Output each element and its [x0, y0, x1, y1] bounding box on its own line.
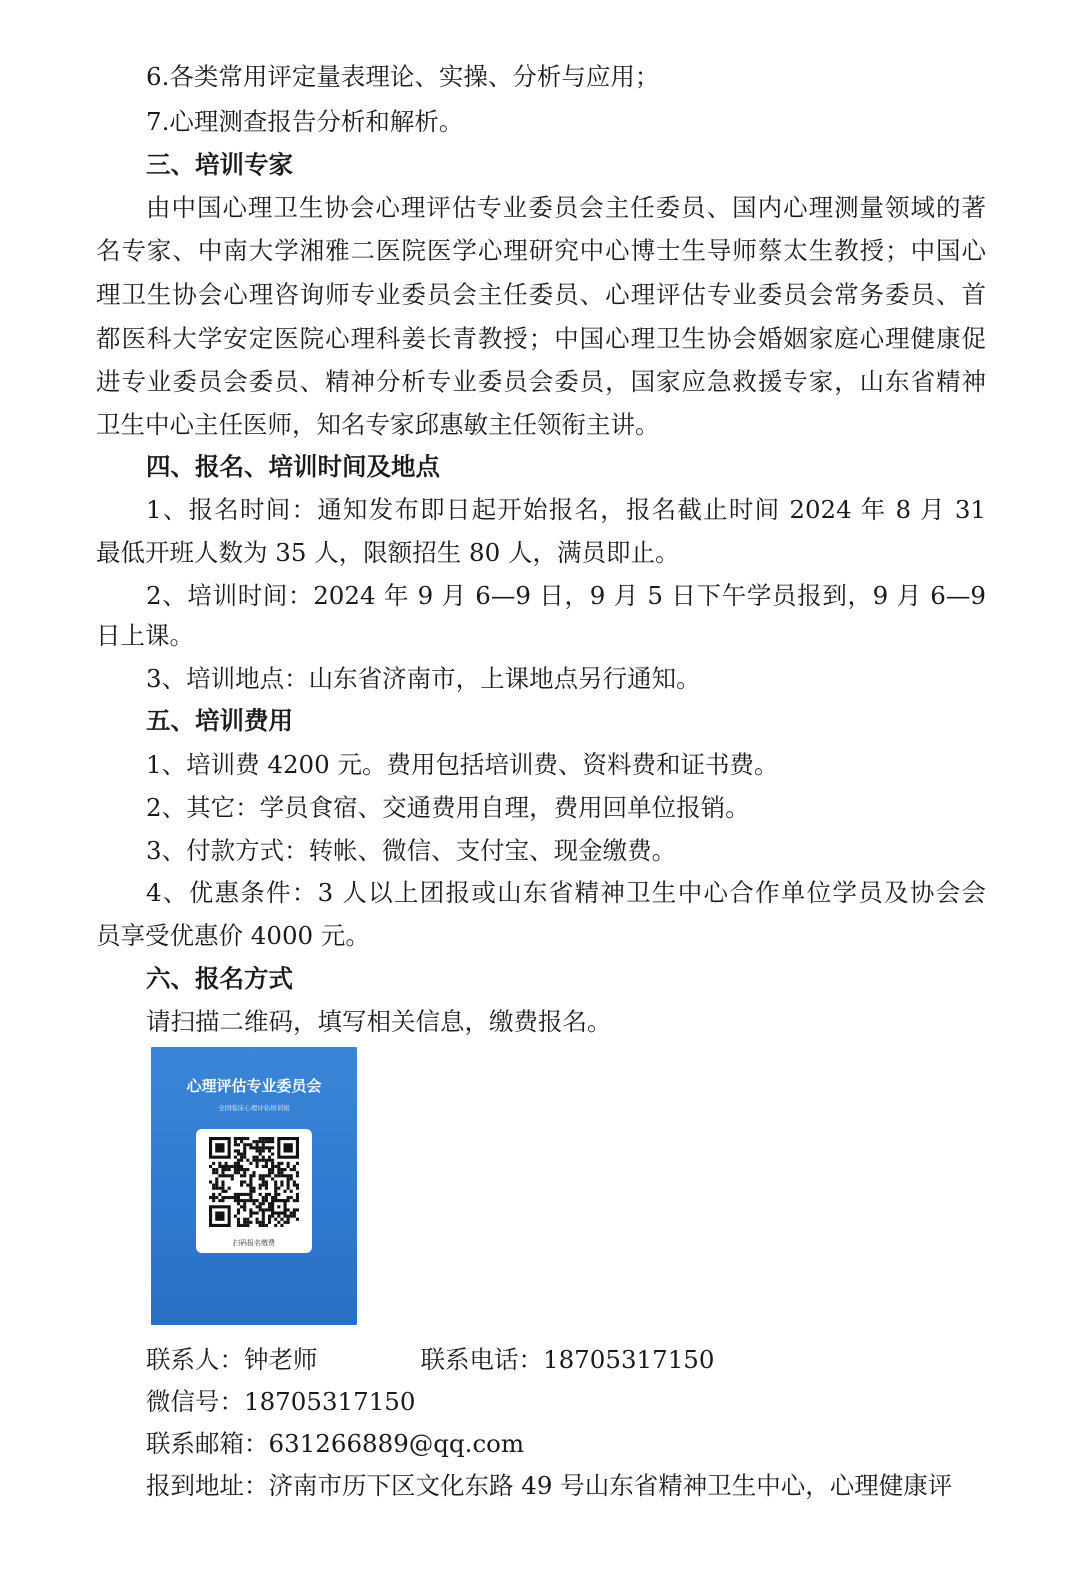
wechat-line: [146, 1387, 986, 1417]
contact-person-label: 联系人：: [146, 1345, 244, 1374]
contact-person-line: [146, 1345, 986, 1375]
email-label: 联系邮箱：: [146, 1429, 269, 1458]
qr-code-box[interactable]: [196, 1129, 312, 1253]
paragraph-line: 日上课。: [96, 621, 194, 650]
list-item-6: 6.各类常用评定量表理论、实操、分析与应用；: [146, 62, 660, 91]
section-heading-experts: 三、培训专家: [146, 150, 293, 179]
paragraph-line: 4、优惠条件：3 人以上团报或山东省精神卫生中心合作单位学员及协会会: [146, 878, 986, 907]
paragraph-line: 3、付款方式：转帐、微信、支付宝、现金缴费。: [146, 836, 677, 865]
paragraph-line: 进专业委员会委员、精神分析专业委员会委员，国家应急救援专家，山东省精神: [96, 367, 986, 396]
contact-phone-label: 联系电话：: [420, 1345, 543, 1374]
address-label: 报到地址：: [146, 1471, 269, 1500]
paragraph-line: 理卫生协会心理咨询师专业委员会主任委员、心理评估专业委员会常务委员、首: [96, 280, 986, 309]
paragraph-line: 卫生中心主任医师，知名专家邱惠敏主任领衔主讲。: [96, 410, 660, 439]
section-heading-registration: 四、报名、培训时间及地点: [146, 452, 440, 481]
paragraph-line: 请扫描二维码，填写相关信息，缴费报名。: [146, 1007, 612, 1036]
contact-phone-value: 18705317150: [543, 1345, 715, 1374]
paragraph-line: 1、报名时间：通知发布即日起开始报名，报名截止时间 2024 年 8 月 31: [146, 495, 986, 524]
wechat-label: 微信号：: [146, 1387, 244, 1416]
paragraph-line: 3、培训地点：山东省济南市，上课地点另行通知。: [146, 664, 701, 693]
paragraph-line: 1、培训费 4200 元。费用包括培训费、资料费和证书费。: [146, 750, 779, 779]
paragraph-line: 由中国心理卫生协会心理评估专业委员会主任委员、国内心理测量领域的著: [146, 193, 986, 222]
paragraph-line: 2、培训时间：2024 年 9 月 6—9 日，9 月 5 日下午学员报到，9 月 6—9: [146, 581, 986, 610]
paragraph-line: 都医科大学安定医院心理科姜长青教授；中国心理卫生协会婚姻家庭心理健康促: [96, 324, 986, 353]
paragraph-line: 名专家、中南大学湘雅二医院医学心理研究中心博士生导师蔡太生教授；中国心: [96, 236, 986, 265]
section-heading-fees: 五、培训费用: [146, 706, 293, 735]
list-item-7: 7.心理测查报告分析和解析。: [146, 107, 464, 136]
qr-card-subtitle: 全国临床心理评估培训班: [218, 1104, 290, 1112]
qr-code-icon: [209, 1137, 299, 1227]
qr-card-title: 心理评估专业委员会: [186, 1077, 322, 1095]
paragraph-line: 员享受优惠价 4000 元。: [96, 921, 370, 950]
qr-registration-card[interactable]: [151, 1047, 357, 1325]
address-line: [146, 1471, 986, 1501]
paragraph-line: 2、其它：学员食宿、交通费用自理，费用回单位报销。: [146, 793, 750, 822]
qr-caption: 扫码报名缴费: [233, 1239, 275, 1247]
email-value: 631266889@qq.com: [268, 1429, 525, 1458]
paragraph-line: 最低开班人数为 35 人，限额招生 80 人，满员即止。: [96, 538, 680, 567]
wechat-value: 18705317150: [244, 1387, 416, 1416]
contact-person-value: 钟老师: [244, 1345, 318, 1374]
address-value: 济南市历下区文化东路 49 号山东省精神卫生中心，心理健康评: [268, 1471, 953, 1500]
section-heading-signup: 六、报名方式: [146, 964, 293, 993]
email-line: [146, 1429, 986, 1459]
